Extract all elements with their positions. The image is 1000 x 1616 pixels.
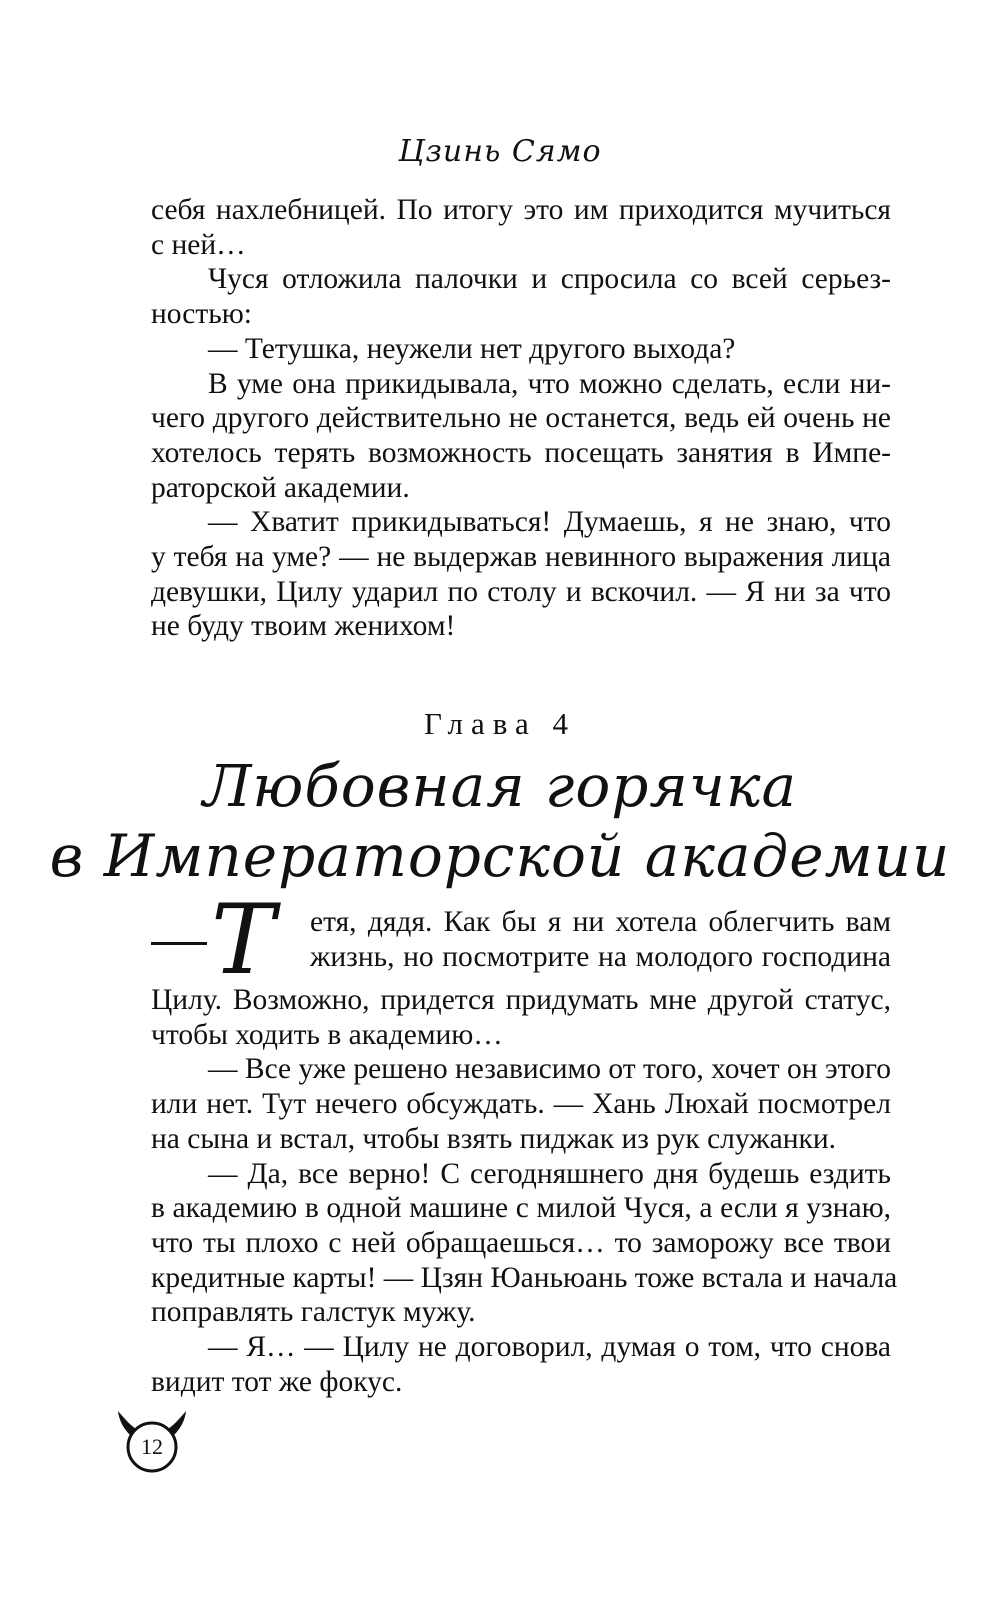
text-line: у тебя на уме? — не выдержав невинного выражения лица	[151, 541, 891, 574]
chapter-title-line-1: Любовная горячка	[202, 752, 798, 820]
text-line: жизнь, но посмотрите на молодого господина	[310, 940, 891, 973]
text-line: кредитные карты! — Цзян Юаньюань тоже встала и начала	[151, 1261, 898, 1294]
text-line: хотелось терять возможность посещать занятия в Импе-	[151, 436, 891, 469]
chapter-label: Глава 4	[423, 706, 577, 741]
text-line: етя, дядя. Как бы я ни хотела облегчить вам	[310, 906, 891, 938]
dropcap-lines	[310, 905, 891, 974]
text-line: что ты плохо с ней обращаешься… то заморожу все твои	[151, 1226, 891, 1259]
text-line: на сына и встал, чтобы взять пиджак из рук служанки.	[151, 1122, 837, 1155]
text-line: не буду твоим женихом!	[151, 610, 456, 643]
text-line: — Я… — Цилу не договорил, думая о том, что снова	[208, 1331, 891, 1364]
dropcap-paragraph	[151, 884, 891, 996]
text-line: девушки, Цилу ударил по столу и вскочил. — Я ни за что	[151, 575, 891, 608]
drop-cap-letter: Т	[211, 884, 276, 996]
text-line: — Хватит прикидываться! Думаешь, я не знаю, что	[208, 506, 891, 539]
text-line: ностью:	[151, 298, 252, 331]
text-line: чтобы ходить в академию…	[151, 1018, 503, 1051]
text-line: поправлять галстук мужу.	[151, 1296, 476, 1329]
body-text-bottom	[151, 983, 898, 1399]
text-line: видит тот же фокус.	[151, 1365, 403, 1398]
text-line: себя нахлебницей. По итогу это им приходится мучиться	[151, 194, 891, 226]
text-line: Чуся отложила палочки и спросила со всей серьез-	[208, 263, 891, 296]
text-line: чего другого действительно не останется, ведь ей очень не	[151, 402, 891, 435]
body-text-top	[151, 193, 891, 644]
text-line: или нет. Тут нечего обсуждать. — Хань Люхай посмотрел	[151, 1088, 891, 1121]
text-line: — Тетушка, неужели нет другого выхода?	[208, 332, 736, 365]
text-line: В уме она прикидывала, что можно сделать, если ни-	[208, 367, 891, 400]
text-line: — Да, все верно! С сегодняшнего дня будешь ездить	[208, 1157, 891, 1190]
text-line: — Все уже решено независимо от того, хочет он этого	[208, 1053, 891, 1086]
text-line: в академию в одной машине с милой Чуся, а если я узнаю,	[151, 1192, 891, 1225]
text-line: Цилу. Возможно, придется придумать мне другой статус,	[151, 984, 891, 1016]
page-number: 12	[141, 1434, 163, 1459]
text-line: раторской академии.	[151, 471, 410, 504]
chapter-title-line-2: в Императорской академии	[49, 822, 951, 890]
running-head: Цзинь Сямо	[398, 134, 602, 169]
dropcap-dash	[151, 942, 207, 945]
text-line: с ней…	[151, 228, 246, 261]
page-number-badge	[117, 1408, 187, 1478]
